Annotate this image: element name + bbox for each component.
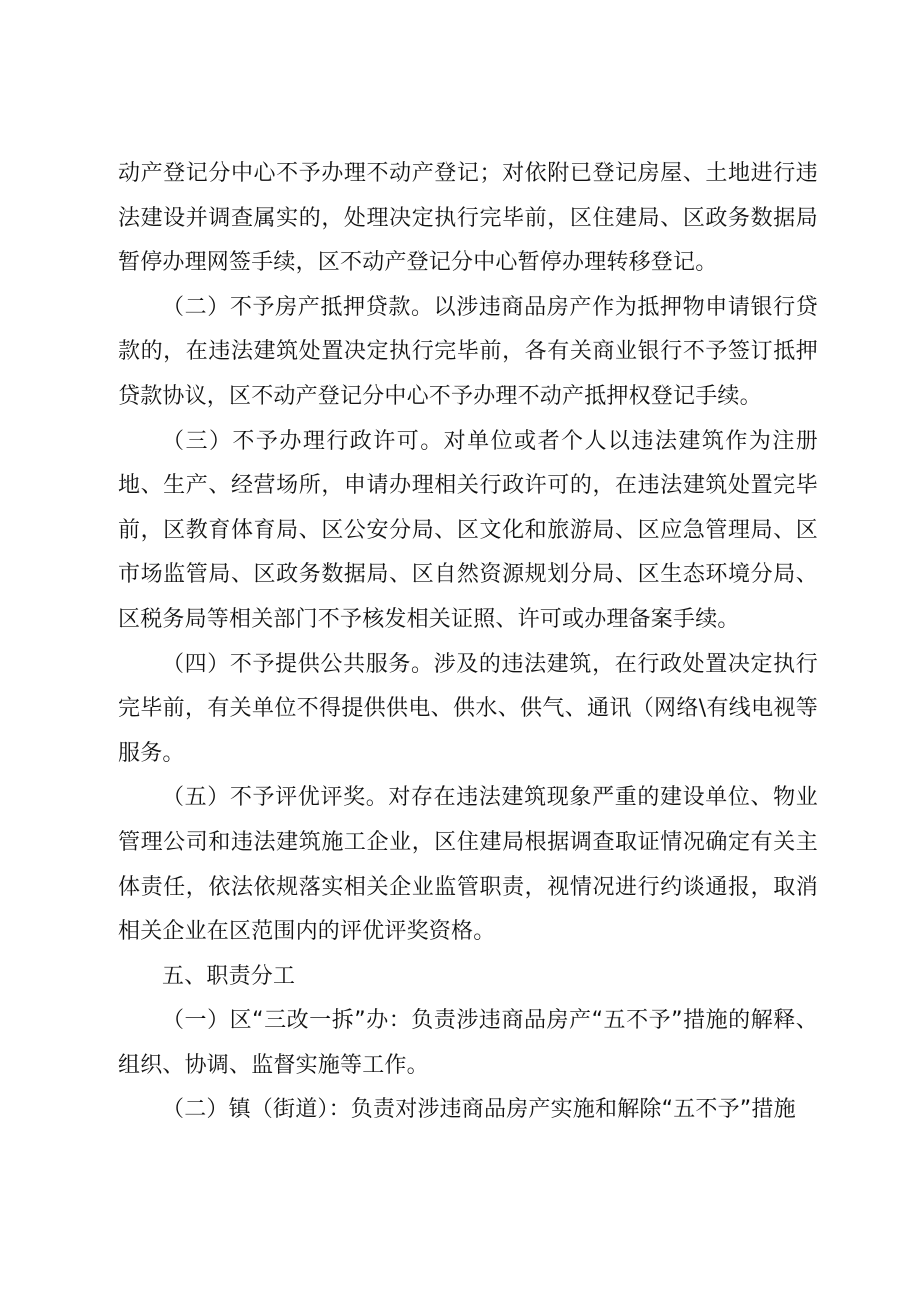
- paragraph-mortgage-loan: （二）不予房产抵押贷款。以涉违商品房产作为抵押物申请银行贷款的，在违法建筑处置决定执行完毕前，各有关商业银行不予签订抵押贷款协议，区不动产登记分中心不予办理不动产抵押权登记手续。: [118, 294, 818, 409]
- paragraph-town-street-responsibility: （二）镇（街道）：负责对涉违商品房产实施和解除“五不予”措施: [162, 1097, 796, 1123]
- paragraph-district-office-responsibility: （一）区“三改一拆”办：负责涉违商品房产“五不予”措施的解释、组织、协调、监督实施等工作。: [118, 1008, 818, 1078]
- paragraph-administrative-permit: （三）不予办理行政许可。对单位或者个人以违法建筑作为注册地、生产、经营场所，申请办理相关行政许可的，在违法建筑处置完毕前，区教育体育局、区公安分局、区文化和旅游局、区应急管理局、区市场监管局、区政务数据局、区自然资源规划分局、区生态环境分局、区税务局等相关部门不予核发相关证照、许可或办理备案手续。: [118, 428, 818, 632]
- document-body: [118, 152, 818, 1133]
- section-heading-responsibilities: 五、职责分工: [162, 963, 296, 989]
- paragraph-awards: （五）不予评优评奖。对存在违法建筑现象严重的建设单位、物业管理公司和违法建筑施工企业，区住建局根据调查取证情况确定有关主体责任，依法依规落实相关企业监管职责，视情况进行约谈通报，取消相关企业在区范围内的评优评奖资格。: [118, 785, 818, 945]
- paragraph-continued-registration: 动产登记分中心不予办理不动产登记；对依附已登记房屋、土地进行违法建设并调查属实的，处理决定执行完毕前，区住建局、区政务数据局暂停办理网签手续，区不动产登记分中心暂停办理转移登记。: [118, 161, 818, 276]
- paragraph-public-services: （四）不予提供公共服务。涉及的违法建筑，在行政处置决定执行完毕前，有关单位不得提供供电、供水、供气、通讯（网络\有线电视等服务。: [118, 651, 818, 766]
